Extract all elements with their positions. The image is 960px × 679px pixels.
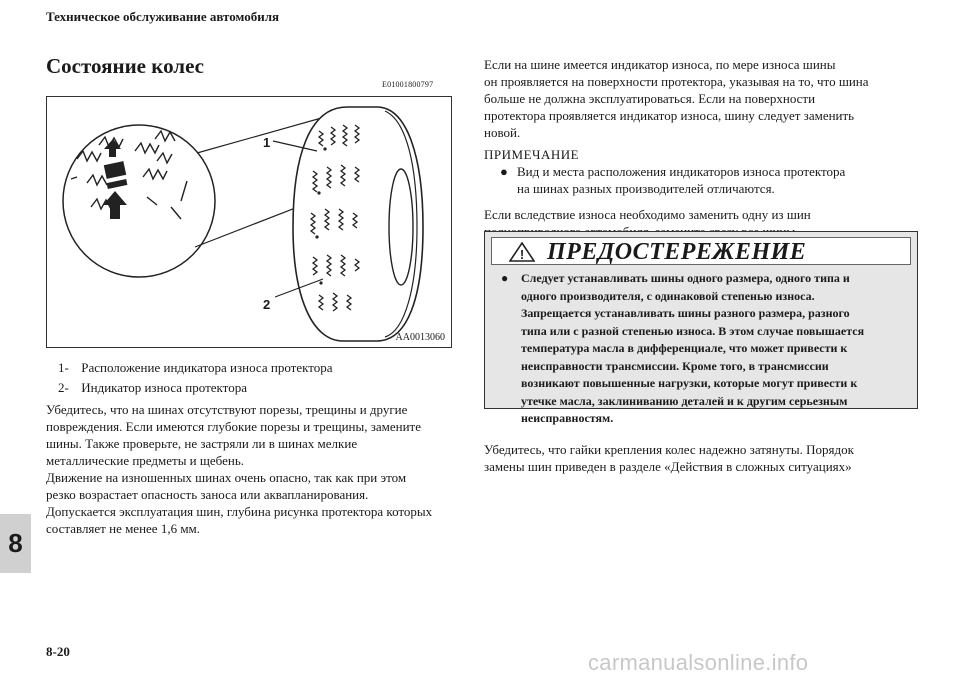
left-paragraph: Убедитесь, что на шинах отсутствуют порезы, трещины и другие повреждения. Если имеются глубокие порезы и трещины, замените шины. Также проверьте, не застряли ли в шинах мелкие металлические предметы и щебень. Движение на изношенных шинах очень опасно, так как при этом резко возрастает опасность заноса или аквапланирования. Допускается эксплуатация шин, глубина рисунка протектора которых составляет не менее 1,6 мм. <box>46 402 433 536</box>
callout-1: 1 <box>263 135 271 150</box>
svg-text:!: ! <box>519 247 525 262</box>
figure-legend <box>58 358 333 398</box>
bullet-icon: ● <box>501 271 509 285</box>
detail-circle <box>63 125 215 277</box>
figure-code: AA0013060 <box>395 332 445 343</box>
running-header: Техническое обслуживание автомобиля <box>46 9 280 24</box>
callout-2: 2 <box>263 297 271 312</box>
note-item: ● Вид и места расположения индикаторов износа протектора на шинах разных производителей отличаются. <box>500 164 846 196</box>
warning-text: ● Следует устанавливать шины одного размера, одного типа и одного производителя, с одинаковой степенью износа. Запрещается устанавливать шины разного размера, разного типа или с разной степенью износа. В этом случае повышается температура масла в дифференциале, что может привести к неисправности трансмиссии. Кроме того, в трансмиссии возникают повышенные нагрузки, которые могут привести к утечке масла, заклиниванию деталей и к другим серьезным неисправностям. <box>501 271 865 425</box>
chapter-tab <box>0 514 31 573</box>
bullet-icon: ● <box>500 164 508 179</box>
section-title: Состояние колес <box>46 54 204 78</box>
tire-drawing <box>293 107 423 341</box>
right-paragraph-awd: Если вследствие износа необходимо заменить одну из шин <box>484 207 811 222</box>
chapter-number: 8 <box>8 528 23 558</box>
note-label: ПРИМЕЧАНИЕ <box>484 147 580 162</box>
right-paragraph-wear-indicator: Если на шине имеется индикатор износа, по мере износа шины он проявляется на поверхности протектора, указывая на то, что шина больше не должна эксплуатироваться. Если на поверхности протектора проявляется индикатор износа, шину следует заменить новой. <box>484 57 869 140</box>
section-code: E01001800797 <box>382 80 434 89</box>
page-number: 8-20 <box>46 644 70 659</box>
warning-box <box>484 231 918 425</box>
tire-illustration <box>47 97 451 347</box>
arrow-up-icon <box>103 191 127 219</box>
detail-wear-indicator <box>103 139 127 219</box>
watermark: carmanualsonline.info <box>588 650 809 675</box>
warning-triangle-icon <box>509 242 535 262</box>
right-paragraph-wheel-nuts: Убедитесь, что гайки крепления колес надежно затянуты. Порядок замены шин приведен в разделе «Действия в сложных ситуациях» <box>484 442 854 474</box>
warning-header <box>491 237 911 265</box>
warning-title: ПРЕДОСТЕРЕЖЕНИЕ <box>547 239 807 265</box>
legend-item: 1- Расположение индикатора износа протектора <box>58 360 333 375</box>
tire-wear-figure <box>46 96 452 348</box>
legend-item: 2- Индикатор износа протектора <box>58 380 247 395</box>
